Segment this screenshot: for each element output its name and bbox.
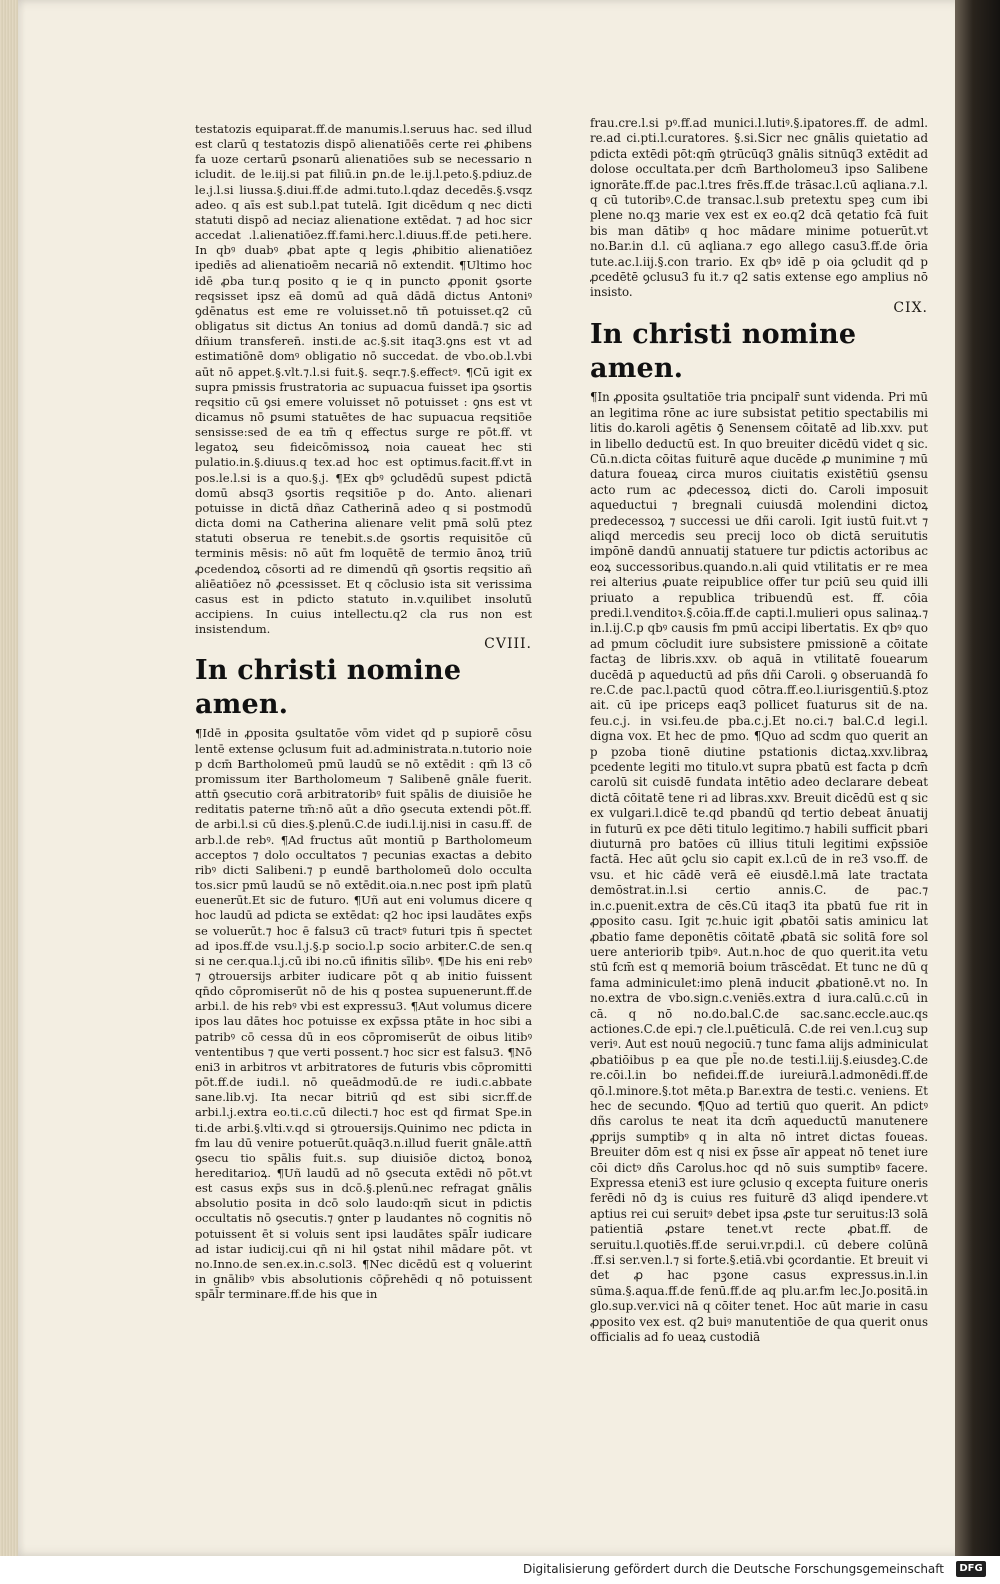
section-numeral-cviii: CVIII.: [484, 636, 532, 653]
section-numeral-cix: CIX.: [893, 299, 928, 316]
funding-credit: Digitalisierung gefördert durch die Deutsche Forschungsgemeinschaft: [522, 1562, 944, 1576]
dfg-logo: DFG: [956, 1561, 986, 1577]
page-stack-edge: [0, 0, 20, 1584]
book-gutter: [955, 0, 1000, 1556]
right-column: [590, 116, 928, 1345]
section-heading-right: In christi nomine amen.: [590, 319, 857, 385]
right-paragraph-2: ¶In ꝓposita ꝯsultatiōe tria pncipalr̄ sunt videnda. Pri mū an legitima rōne ac iure subsistat petitio spectabilis mi litis do.karoli agētis ꝯ̄ Senensem cōitatē ad lib.xxv. put in libello deductū est. In quo breuiter dicēdū videt q sic. Cū.n.dicta cōitas fuiturē aque ducēde ꝓ munimine ⁊ mū datura foueaꝝ circa muros ciuitatis existētiū ꝯsensu acto rum ac ꝓdecessoꝝ dicti do. Caroli imposuit aqueductui ⁊ bregnali cuiusdā molendini dictoꝝ predecessoꝝ ⁊ successi ue dñi caroli. Igit iustū fuit.vt ⁊ aliqd mercedis seu precij loco ob dictā seruitutis impōnē dandū annuatij statuere tur pdictis actoribus ac eoꝝ successoribus.quando.n.ali quid vtilitatis er re mea rei alterius ꝓuate reipublice offer tur pciū seu quid illi priuato a republica tribuendū est. ff. cōia predi.l.venditoꝛ.§.cōia.ff.de capti.l.mulieri opus salinaꝝ.⁊ in.l.ij.C.p qbꝰ causis fm pmū accipi libertatis. Ex qbꝰ quo ad pmum cōcludit iure subsistere pmissionē a cōitate factaꝫ de libris.xxv. ob aquā in vtilitatē fouearum ducēdā p aqueductū ad pñs dñi Caroli. ꝯ obseruandā fo re.C.de pac.l.pactū quod cōtra.ff.eo.l.iurisgentiū.§.ptoz ait. cū ipe priceps eaq3 pollicet fuaturus sit de na. feu.c.j. in vsi.feu.de pba.c.j.Et no.ci.⁊ bal.C.d legi.l. digna vox. Et hec de pmo. ¶Quo ad scdm quo querit an p pzoba tionē diutine pstationis dictaꝝ.xxv.libraꝝ pcedente legiti mo titulo.vt supra pbatū est facta p dcm̄ carolū sit cuisdē fundata intētio adeo declarare debeat dictā cōitatē tene ri ad libras.xxv. Breuit dicēdū est q sic ex vulgari.l.dicē te.qd pbandū qd tertio debeat ānuatij in futurū ex pce dēti titulo legitimo.⁊ habili sufficit pbari diuturnā pro batōes cū illius tituli legitimi exp̄ssiōe factā. Hec aūt ꝯclu sio capit ex.l.cū de in re3 vso.ff. de vsu. et hic cādē verā eē eiusdē.l.mā late tractata demōstrat.in.l.si certio annis.C. de pac.⁊ in.c.puenit.extra de cēs.Cū itaq3 ita pbatū fue rit in ꝓposito casu. Igit ⁊c.huic igit ꝓbatōi satis aminicu lat ꝓbatio fame deponētis cōitatē ꝓbatā sic solitā fore sol uere anteriorib tpibꝰ. Aut.n.hoc de quo querit.ita vetu stū fcm̄ est q memoriā boium trāscēdat. Et tunc ne dū q fama adminiculet:imo plenā inducit ꝓbationē.vt no. In no.extra de vbo.sign.c.veniēs.extra d iura.calū.c.cū in cā. q nō no.do.bal.C.de sac.sanc.eccle.auc.qs actiones.C.de epi.⁊ cle.l.puēticulā. C.de rei ven.l.cuꝫ sup veriꝰ. Aut est nouū negociū.⁊ tunc fama alijs adminiculat ꝓbatiōibus p ea que pl̄e no.de testi.l.iij.§.eiusdeꝫ.C.de re.cōi.l.in bo nefidei.ff.de iureiurā.l.admonēdi.ff.de qō.l.minore.§.tot mēta.p Bar.extra de testi.c. veniens. Et hec de secundo. ¶Quo ad tertiū quo querit. An pdictꝰ dñs carolus te neat ita dcm̄ aqueductū manutenere ꝓprijs sumptibꝰ q in alta nō intret dictas foueas. Breuiter dōm est q nisi ex p̄sse aīr appeat nō tenet iure cōi dictꝰ dñs Carolus.hoc qd nō suis sumptibꝰ facere. Expressa eteni3 est iure ꝯclusio q excepta fuiture oneris ferēdi nō dꝫ is cuius res fuiturē d3 aliqd ipendere.vt aptius rei cui seruitꝰ debet ipsa ꝓste tur seruitus:l3 solā patientiā ꝓstare tenet.vt recte ꝓbat.ff. de seruitu.l.quotiēs.ff.de serui.vr.pdi.l. cū debere colūnā .ff.si ser.ven.l.⁊ si forte.§.etiā.vbi ꝯcordantie. Et breuit vi det ꝓ hac pꝫone casus expressus.in.l.in sūma.§.aqua.ff.de fenū.ff.de aq plu.ar.fm lec.Jo.positā.in glo.sup.ver.vici nā q cōiter tenet. Hoc aūt marie in casu ꝓposito vex est. q2 buiꝰ manutentiōe de qua querit onus officialis ad fo ueaꝝ custodiā: [590, 390, 928, 1345]
left-paragraph-1: testatozis equiparat.ff.de manumis.l.seruus hac. sed illud est clarū q testatozis dispō alienatiōēs certe rei ꝓhibens fa uoze certarū ꝑsonarū alienatiōes sub se necessario n icludit. de le.iij.si pat filiū.in ꝑn.de le.ij.l.peto.§.pdiuz.de le.j.l.si liussa.§.diui.ff.de admi.tuto.l.qdaz decedēs.§.vsqz adeo. q aīs est sub.l.pat tutelā. Igit dicēdum q nec dicti statuti dispō ad neciaz alienatione extēdat. ⁊ ad hoc sicr accedat .l.alienatiōez.ff.fami.herc.l.diuus.ff.de peti.here. In qbꝰ duabꝰ ꝓbat apte q legis ꝓhibitio alienatiōez ipediēs ad alienatioēm necariā nō extendit. ¶Ultimo hoc idē ꝓba tur.q posito q ie q in puncto ꝓponit ꝯsorte reqsisset ipsz eā domū ad quā dādā dictus Antoniꝰ ꝯdēnatus est eme re voluisset.nō tn̄ potuisset.q2 cū obligatus sit dictus An tonius ad domū dandā.⁊ sic ad dñium transferen̄. insti.de ac.§.sit itaq3.ꝯns est vt ad estimatiōnē domꝰ obligatio nō succedat. de vbo.ob.l.vbi aūt nō appet.§.vlt.⁊.l.si fuit.§. seqr.⁊.§.effectꝰ. ¶Cū igit ex supra pmissis frustratoria ac supuacua fuisset ipa ꝯsortis reqsitio cū ꝯsi emere voluisset nō potuisset : ꝯns est vt dicamus nō ꝑsumi statuētes de hac supuacua reqsitiōe sensisse:sed de ea tm̄ q effectus surge re pōt.ff. vt legatoꝝ seu fideicōmissoꝝ noia caueat hec sti pulatio.in.§.diuus.q tex.ad hoc est optimus.facit.ff.vt in pos.le.l.si is a quo.§.j. ¶Ex qbꝰ ꝯcludēdū supest pdictā domū absq3 ꝯsortis reqsitiōe p do. Anto. alienari potuisse in dictā dñaz Catherinā adeo q si postmodū dicta domi na Catherina alienare velit pmā solū ptez statuti obserua re tenebit.s.de ꝯsortis requisitōe cū terminis mēsis: nō aūt fm loquētē de termio ānoꝝ triū ꝓcedendoꝝ cōsorti ad re dimendū qn̄ ꝯsortis reqsitio añ aliēatiōez nō ꝓcessisset. Et q cōclusio ista sit verissima casus est in pdicto statuto in.v.quilibet insolutū accipiens. In cuius intellectu.q2 cla rus non est insistendum.: [195, 122, 532, 637]
left-column: [195, 122, 532, 1302]
section-heading-left: In christi nomine amen.: [195, 655, 462, 721]
left-paragraph-2: ¶Idē in ꝓposita ꝯsultatōe vōm videt qd p supiorē cōsu lentē extense ꝯclusum fuit ad.administrata.n.tutorio noie p dcm̄ Bartholomeū pmū laudū se nō extēdit : qm̄ l3 cō promissum iter Bartholomeum ⁊ Salibenē gnāle fuerit. attn̄ ꝯsecutio corā arbitratoribꝰ fuit spālis de diuisiōe he reditatis paterne tm̄:nō aūt a dño ꝯsecuta extendi pōt.ff. de arbi.l.si cū dies.§.plenū.C.de iudi.l.ij.nisi in casu.ff. de arb.l.de rebꝰ. ¶Ad fructus aūt montiū p Bartholomeum acceptos ⁊ dolo occultatos ⁊ pecunias exactas a debito ribꝰ dicti Salibeni.⁊ p eundē bartholomeū dolo occulta tos.sicr pmū laudū se nō extēdit.oia.n.nec post ipm̄ platū euenerūt.Et sic de futuro. ¶Uñ aut eni volumus dicere q hoc laudū ad pdicta se extēdat: q2 hoc ipsi laudātes exp̄s se voluerūt.⁊ hoc ē falsu3 cū tractꝰ futuri tpis n̄ spectet ad ipos.ff.de vsu.l.j.§.p socio.l.p socio arbiter.C.de sen.q si ne cer.qua.l.j.cū ibi no.cū ifinitis sīlibꝰ. ¶De his eni rebꝰ ⁊ ꝯtrouersijs arbiter iudicare pōt q ab initio fuissent qn̄do cōpromiserūt nō de his q postea supuenerunt.ff.de arbi.l. de his rebꝰ vbi est expressu3. ¶Aut volumus dicere ipos lau dātes hoc potuisse ex exp̄ssa ptāte in hoc sibi a patribꝰ cō cessa dū in eos cōpromiserūt de oibus litibꝰ vententibus ⁊ que verti possent.⁊ hoc sicr est falsu3. ¶Nō eni3 in arbitros vt arbitratores de futuris vbis cōpromitti pōt.ff.de iudi.l. nō queādmodū.de re iudi.c.abbate sane.lib.vj. Ita necar bitriū qd est sibi sicr.ff.de arbi.l.j.extra eo.ti.c.cū dilecti.⁊ hoc est qd firmat Spe.in ti.de arbi.§.vlti.v.qd si ꝯtrouersijs.Quinimo nec pdicta in fm lau dū venire potuerūt.quāq3.n.illud fuerit gnāle.attn̄ ꝯsecu tio spālis fuit.s. sup diuisiōe dictoꝝ bonoꝝ hereditarioꝝ. ¶Uñ laudū ad nō ꝯsecuta extēdi nō pōt.vt est casus exp̄s sus in dcō.§.plenū.nec refragat gnālis absolutio posita in dcō solo laudo:qm̄ sicut in pdictis occultatis nō ꝯsecutis.⁊ ꝯnter p laudantes nō cognitis nō potuissent ēt si voluis sent ipsi laudātes spāl̄r iudicare ad istar iudicij.cui qn̄ ni hil ꝯstat nihil mādare pōt. vt no.Inno.de sen.ex.in.c.sol3. ¶Nec dicēdū est q voluerint in gnālibꝰ vbis absolutionis cōp̄rehēdi q nō potuissent spāl̄r terminare.ff.de his que in: [195, 726, 532, 1302]
right-paragraph-1: frau.cre.l.si pꝰ.ff.ad munici.l.lutiꝰ.§.ipatores.ff. de adml. re.ad ci.pti.l.curatores. §.si.Sicr nec gnālis quietatio ad pdicta extēdi pōt:qm̄ ꝯtrūcūq3 gnālis sitnūq3 extēdit ad dolose occultata.per dcm̄ Bartholomeu3 ipso Salibene ignorāte.ff.de pac.l.tres frēs.ff.de trāsac.l.cū aqliana.⁊.l. q cū tutoribꝰ.C.de transac.l.sub pretextu speꝫ cum ibi plene no.qꝫ marie vex est ex eo.q2 dcā qetatio fcā fuit bis man dātibꝰ q hoc mādare minime potuerūt.vt no.Bar.in d.l. cū aqliana.⁊ ego allego casu3.ff.de ōria tute.ac.l.iij.§.con trario. Ex qbꝰ idē p oia ꝯcludit qd p ꝓcedētē ꝯclusu3 fu it.⁊ q2 satis extense ego amplius nō insisto.: [590, 116, 928, 300]
